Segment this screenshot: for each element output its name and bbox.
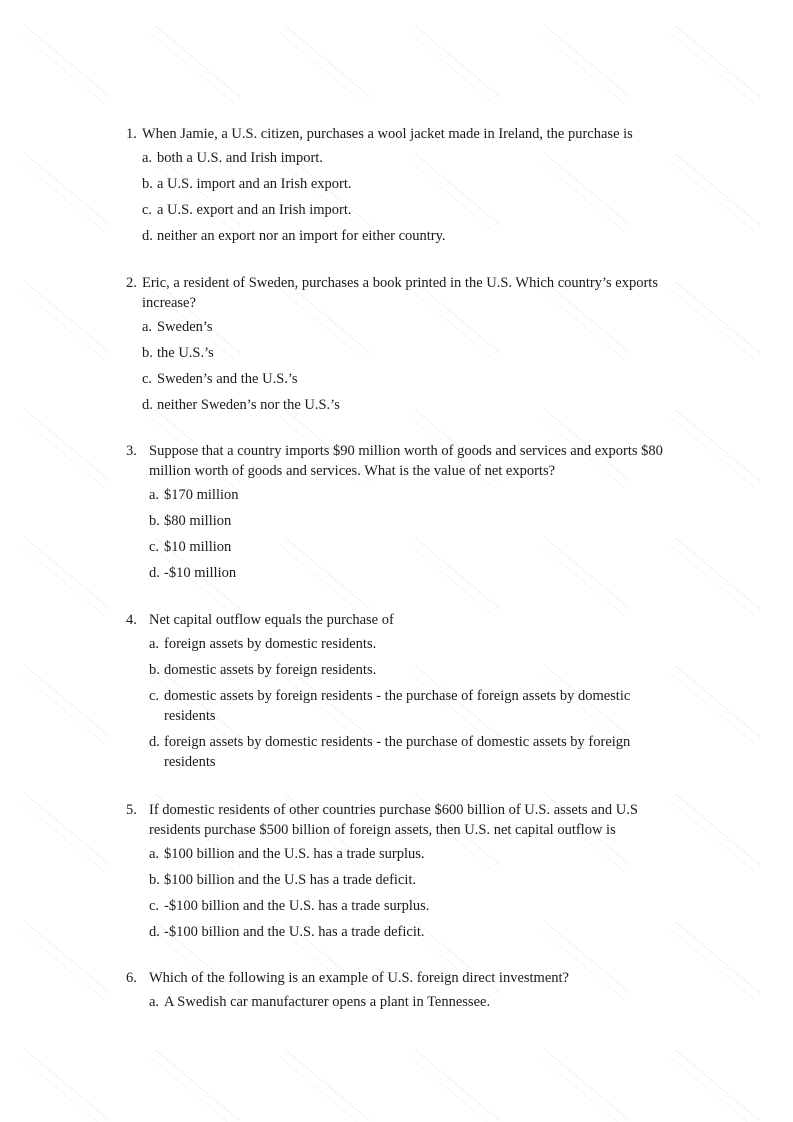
option-text: foreign assets by domestic residents - the purchase of domestic assets by foreign residents [164,734,631,770]
option-b [149,870,671,890]
question-5 [126,800,671,948]
question-text: Suppose that a country imports $90 million worth of goods and services and exports $80 million worth of goods and services. What is the value of net exports? [149,443,663,479]
question-3 [126,441,671,589]
option-d [149,922,671,942]
option-a [142,317,671,337]
option-c [149,686,671,726]
option-text: -$100 billion and the U.S. has a trade deficit. [164,924,425,940]
option-letter: c. [142,202,153,218]
question-number: 6. [126,970,137,986]
option-c [149,537,671,557]
question-stem [126,968,671,988]
option-a [149,844,671,864]
question-2 [126,273,671,421]
option-d [142,395,671,415]
question-number: 5. [126,802,137,818]
option-text: $10 million [164,539,232,555]
option-letter: c. [149,688,160,704]
question-text: If domestic residents of other countries purchase $600 billion of U.S. assets and U.S residents purchase $500 billion of foreign assets, then U.S. net capital outflow is [149,802,638,838]
question-text: Eric, a resident of Sweden, purchases a book printed in the U.S. Which country’s exports increase? [142,275,658,311]
option-letter: d. [149,924,160,940]
option-b [149,660,671,680]
option-c [142,200,671,220]
option-letter: d. [142,397,153,413]
option-text: A Swedish car manufacturer opens a plant in Tennessee. [164,994,491,1010]
question-stem [126,800,671,840]
option-text: -$10 million [164,565,237,581]
option-text: neither an export nor an import for either country. [157,228,446,244]
option-letter: b. [142,176,153,192]
option-letter: d. [142,228,153,244]
option-c [149,896,671,916]
option-c [142,369,671,389]
question-number: 4. [126,612,137,628]
option-letter: b. [149,662,160,678]
option-text: Sweden’s [157,319,213,335]
option-d [149,732,671,772]
option-letter: a. [149,487,160,503]
question-stem [126,124,671,144]
option-text: -$100 billion and the U.S. has a trade surplus. [164,898,430,914]
question-stem [126,441,671,481]
question-4 [126,610,671,778]
option-d [149,563,671,583]
question-text: When Jamie, a U.S. citizen, purchases a wool jacket made in Ireland, the purchase is [142,126,633,142]
option-letter: c. [149,898,160,914]
option-letter: d. [149,565,160,581]
option-a [149,992,671,1012]
option-b [142,174,671,194]
question-stem [126,610,671,630]
option-a [149,634,671,654]
option-letter: a. [142,319,153,335]
option-letter: a. [149,994,160,1010]
option-letter: b. [149,513,160,529]
option-text: $80 million [164,513,232,529]
option-text: foreign assets by domestic residents. [164,636,377,652]
option-a [142,148,671,168]
option-b [149,511,671,531]
option-text: domestic assets by foreign residents. [164,662,377,678]
option-text: $170 million [164,487,239,503]
option-letter: a. [149,846,160,862]
question-number: 1. [126,126,137,142]
option-b [142,343,671,363]
option-text: $100 billion and the U.S. has a trade surplus. [164,846,425,862]
option-a [149,485,671,505]
option-text: Sweden’s and the U.S.’s [157,371,298,387]
question-1 [126,124,671,252]
question-number: 2. [126,275,137,291]
option-text: domestic assets by foreign residents - the purchase of foreign assets by domestic residents [164,688,631,724]
option-text: a U.S. import and an Irish export. [157,176,352,192]
option-text: neither Sweden’s nor the U.S.’s [157,397,340,413]
option-text: $100 billion and the U.S has a trade deficit. [164,872,417,888]
option-text: both a U.S. and Irish import. [157,150,323,166]
question-6 [126,968,671,1018]
question-stem [126,273,671,313]
option-letter: c. [142,371,153,387]
question-number: 3. [126,443,137,459]
option-letter: a. [149,636,160,652]
option-d [142,226,671,246]
option-text: the U.S.’s [157,345,214,361]
option-letter: d. [149,734,160,750]
option-letter: a. [142,150,153,166]
option-letter: c. [149,539,160,555]
option-letter: b. [142,345,153,361]
question-text: Net capital outflow equals the purchase of [149,612,394,628]
option-letter: b. [149,872,160,888]
question-text: Which of the following is an example of U.S. foreign direct investment? [149,970,569,986]
option-text: a U.S. export and an Irish import. [157,202,352,218]
